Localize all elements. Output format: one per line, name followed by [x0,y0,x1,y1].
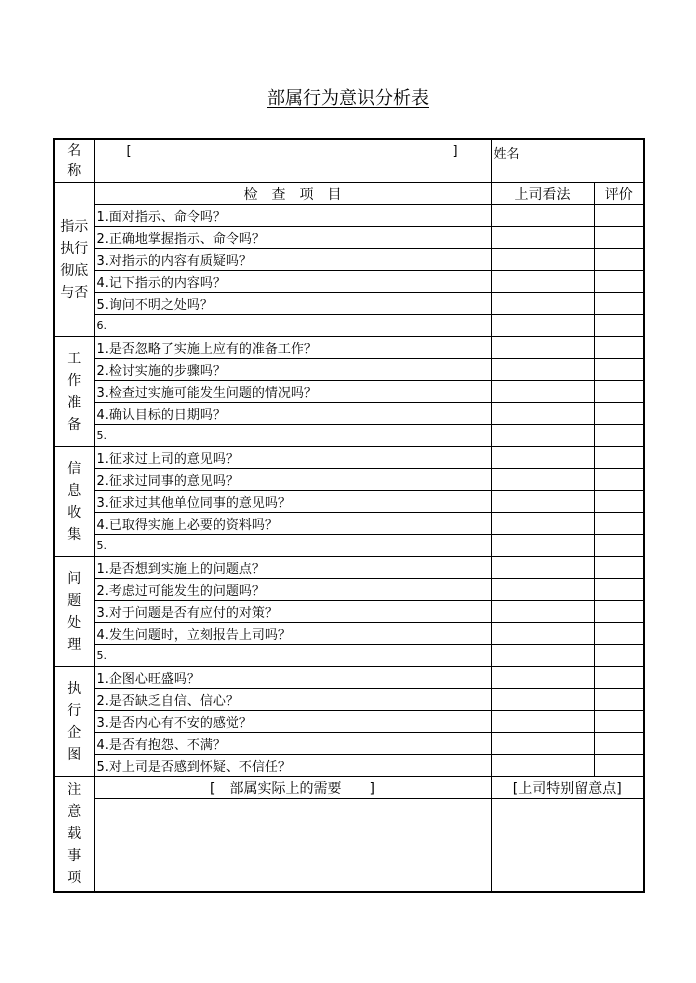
table-row [54,755,644,777]
table-row [54,623,644,645]
category-cell [54,557,94,667]
check-item: 1.是否忽略了实施上应有的准备工作？ [94,337,491,359]
name-row [54,139,644,183]
table-row [54,579,644,601]
boss-view-input[interactable] [491,337,594,359]
boss-view-input[interactable] [491,469,594,491]
boss-view-input[interactable] [491,293,594,315]
rating-input[interactable] [594,337,644,359]
table-row [54,403,644,425]
table-row [54,337,644,359]
boss-view-input[interactable] [491,645,594,667]
notes-header-row [54,777,644,799]
check-item: 4.是否有抱怨、不满？ [94,733,491,755]
category-cell [54,777,94,893]
check-item: 6. [94,315,491,337]
boss-view-input[interactable] [491,733,594,755]
table-row [54,227,644,249]
subordinate-needs-label: [ 部属实际上的需要 ] [94,777,491,799]
rating-input[interactable] [594,227,644,249]
table-row [54,425,644,447]
check-item: 1.面对指示、命令吗？ [94,205,491,227]
boss-view-input[interactable] [491,623,594,645]
table-row [54,645,644,667]
surname-cell[interactable] [491,139,644,183]
check-item: 1.是否想到实施上的问题点？ [94,557,491,579]
category-label: 信息收集 [67,460,82,543]
rating-input[interactable] [594,403,644,425]
table-row [54,733,644,755]
rating-input[interactable] [594,425,644,447]
table-row [54,381,644,403]
boss-view-input[interactable] [491,447,594,469]
boss-view-input[interactable] [491,601,594,623]
check-item: 5. [94,645,491,667]
rating-input[interactable] [594,711,644,733]
table-row [54,469,644,491]
check-item: 2.征求过同事的意见吗？ [94,469,491,491]
table-row [54,271,644,293]
table-row [54,535,644,557]
boss-view-input[interactable] [491,315,594,337]
table-row [54,667,644,689]
name-label-cell [54,139,94,183]
boss-view-input[interactable] [491,513,594,535]
check-item: 2.正确地掌握指示、命令吗？ [94,227,491,249]
table-row [54,557,644,579]
boss-attention-input[interactable] [491,799,644,893]
boss-view-input[interactable] [491,689,594,711]
subordinate-needs-input[interactable] [94,799,491,893]
check-item: 3.对于问题是否有应付的对策？ [94,601,491,623]
header-check-items: 检 查 项 目 [94,183,491,205]
rating-input[interactable] [594,447,644,469]
category-cell [54,667,94,777]
category-label: 注意载事项 [67,782,82,886]
category-cell [54,183,94,337]
header-row [54,183,644,205]
check-item: 1.企图心旺盛吗？ [94,667,491,689]
category-cell [54,337,94,447]
rating-input[interactable] [594,755,644,777]
table-row [54,447,644,469]
boss-view-input[interactable] [491,557,594,579]
boss-view-input[interactable] [491,711,594,733]
category-label: 工作准备 [67,350,82,433]
rating-input[interactable] [594,623,644,645]
table-row [54,711,644,733]
header-boss-view: 上司看法 [491,183,594,205]
check-item: 5. [94,425,491,447]
boss-view-input[interactable] [491,403,594,425]
check-item: 5. [94,535,491,557]
boss-view-input[interactable] [491,227,594,249]
name-bracket-close: ] [452,144,458,159]
name-bracket-open: [ [126,144,132,159]
header-rating: 评价 [594,183,644,205]
name-label: 名称 [67,143,82,179]
rating-input[interactable] [594,601,644,623]
boss-view-input[interactable] [491,535,594,557]
check-item: 3.对指示的内容有质疑吗？ [94,249,491,271]
page-title: 部属行为意识分析表 [267,88,429,109]
category-label: 问题处理 [67,570,82,653]
category-label: 指示执行彻底与否 [60,218,89,301]
rating-input[interactable] [594,315,644,337]
check-item: 2.检讨实施的步骤吗？ [94,359,491,381]
boss-view-input[interactable] [491,249,594,271]
check-item: 1.征求过上司的意见吗？ [94,447,491,469]
analysis-form-table [53,138,645,893]
rating-input[interactable] [594,249,644,271]
boss-attention-label: [上司特别留意点] [491,777,644,799]
rating-input[interactable] [594,293,644,315]
boss-view-input[interactable] [491,381,594,403]
rating-input[interactable] [594,271,644,293]
boss-view-input[interactable] [491,755,594,777]
rating-input[interactable] [594,645,644,667]
table-row [54,513,644,535]
boss-view-input[interactable] [491,579,594,601]
rating-input[interactable] [594,359,644,381]
rating-input[interactable] [594,733,644,755]
name-input-cell[interactable] [94,139,491,183]
rating-input[interactable] [594,381,644,403]
table-row [54,359,644,381]
rating-input[interactable] [594,491,644,513]
rating-input[interactable] [594,513,644,535]
rating-input[interactable] [594,205,644,227]
rating-input[interactable] [594,557,644,579]
category-label: 执行企图 [67,680,82,763]
table-row [54,249,644,271]
check-item: 4.发生问题时，立刻报告上司吗？ [94,623,491,645]
check-item: 2.是否缺乏自信、信心？ [94,689,491,711]
category-cell [54,447,94,557]
check-item: 5.询问不明之处吗？ [94,293,491,315]
boss-view-input[interactable] [491,425,594,447]
surname-label: 姓名 [493,147,520,162]
boss-view-input[interactable] [491,359,594,381]
notes-body-row [54,799,644,893]
check-item: 5.对上司是否感到怀疑、不信任？ [94,755,491,777]
table-row [54,315,644,337]
table-row [54,689,644,711]
check-item: 4.已取得实施上必要的资料吗？ [94,513,491,535]
rating-input[interactable] [594,689,644,711]
rating-input[interactable] [594,579,644,601]
rating-input[interactable] [594,535,644,557]
table-row [54,205,644,227]
table-row [54,293,644,315]
rating-input[interactable] [594,667,644,689]
table-row [54,491,644,513]
check-item: 3.检查过实施可能发生问题的情况吗？ [94,381,491,403]
rating-input[interactable] [594,469,644,491]
boss-view-input[interactable] [491,271,594,293]
check-item: 4.确认目标的日期吗？ [94,403,491,425]
boss-view-input[interactable] [491,667,594,689]
boss-view-input[interactable] [491,491,594,513]
check-item: 3.征求过其他单位同事的意见吗？ [94,491,491,513]
check-item: 3.是否内心有不安的感觉？ [94,711,491,733]
table-row [54,601,644,623]
boss-view-input[interactable] [491,205,594,227]
check-item: 4.记下指示的内容吗？ [94,271,491,293]
check-item: 2.考虑过可能发生的问题吗？ [94,579,491,601]
